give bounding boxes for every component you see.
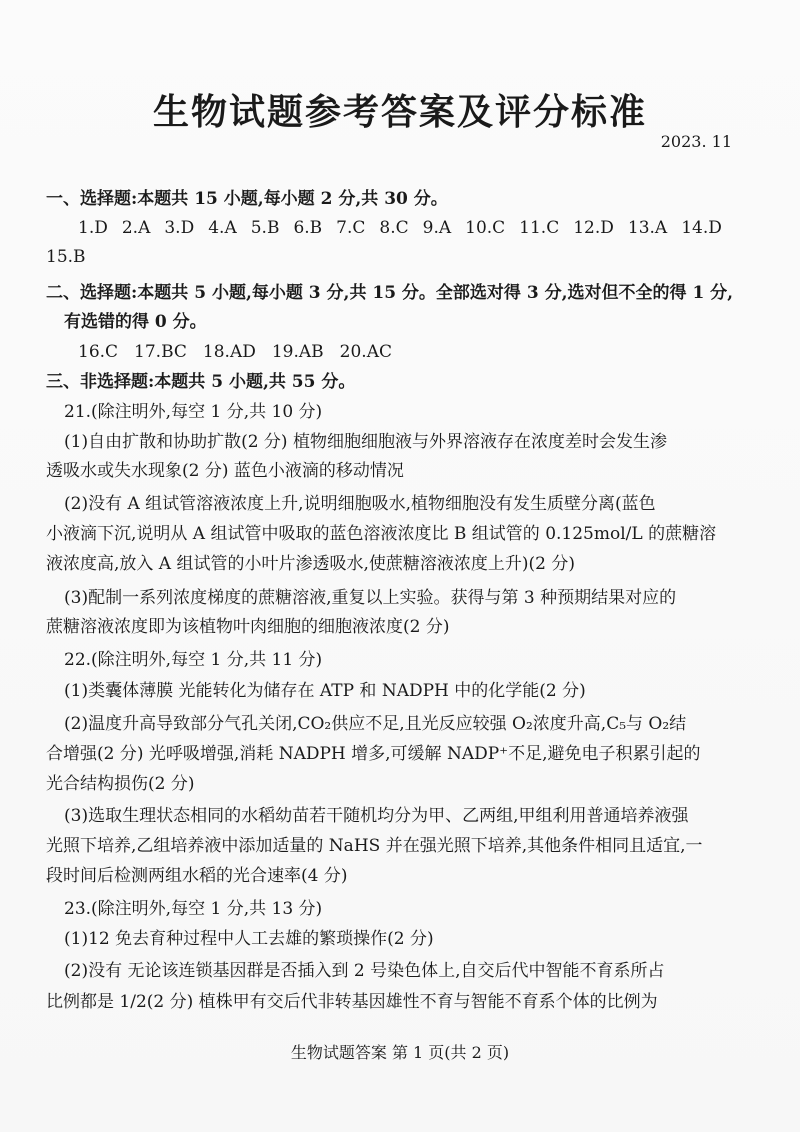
- q22-line: (1)类囊体薄膜 光能转化为储存在 ATP 和 NADPH 中的化学能(2 分): [64, 681, 586, 701]
- answer-item: 8.C: [379, 218, 409, 238]
- answer-item: 5.B: [250, 218, 280, 238]
- part1-heading: 一、选择题:本题共 15 小题,每小题 2 分,共 30 分。: [46, 189, 448, 209]
- q22-heading: 22.(除注明外,每空 1 分,共 11 分): [64, 650, 323, 670]
- part1-answers: [78, 216, 746, 240]
- answer-item: 11.C: [519, 218, 560, 238]
- q21-line: 透吸水或失水现象(2 分) 蓝色小液滴的移动情况: [46, 461, 404, 481]
- answer-item: 16.C: [78, 342, 119, 362]
- part1-answer-15: 15.B: [46, 247, 86, 267]
- answer-item: 4.A: [208, 218, 237, 238]
- answer-item: 7.C: [336, 218, 366, 238]
- answer-item: 12.D: [573, 218, 614, 238]
- answer-item: 2.A: [121, 218, 151, 238]
- q23-line: (1)12 免去育种过程中人工去雄的繁琐操作(2 分): [64, 929, 434, 949]
- page-title: 生物试题参考答案及评分标准: [152, 92, 647, 133]
- q21-line: (2)没有 A 组试管溶液浓度上升,说明细胞吸水,植物细胞没有发生质壁分离(蓝色: [64, 494, 656, 514]
- answer-item: 13.A: [627, 218, 668, 238]
- answer-item: 1.D: [78, 218, 108, 238]
- q23-line: (2)没有 无论该连锁基因群是否插入到 2 号染色体上,自交后代中智能不育系所占: [64, 961, 665, 981]
- answer-item: 19.AB: [271, 342, 324, 362]
- q22-line: 合增强(2 分) 光呼吸增强,消耗 NADPH 增多,可缓解 NADP⁺不足,避免电子积累引起的: [46, 744, 701, 764]
- answer-item: 6.B: [293, 218, 323, 238]
- q21-line: (3)配制一系列浓度梯度的蔗糖溶液,重复以上实验。获得与第 3 种预期结果对应的: [64, 588, 677, 608]
- part3-heading: 三、非选择题:本题共 5 小题,共 55 分。: [46, 372, 356, 392]
- exam-date: 2023. 11: [660, 132, 732, 151]
- answer-item: 17.BC: [134, 342, 187, 362]
- q21-line: 小液滴下沉,说明从 A 组试管中吸取的蓝色溶液浓度比 B 组试管的 0.125mol/L 的蔗糖溶: [46, 524, 717, 544]
- part2-heading: 二、选择题:本题共 5 小题,每小题 3 分,共 15 分。全部选对得 3 分,选对但不全的得 1 分,: [46, 283, 734, 303]
- part2-answers: [78, 340, 746, 364]
- answer-item: 10.C: [465, 218, 506, 238]
- part2-heading-cont: 有选错的得 0 分。: [64, 312, 207, 332]
- q21-line: (1)自由扩散和协助扩散(2 分) 植物细胞细胞液与外界溶液存在浓度差时会发生渗: [64, 432, 667, 452]
- answer-item: 14.D: [681, 218, 722, 238]
- q22-line: 段时间后检测两组水稻的光合速率(4 分): [46, 866, 348, 886]
- q23-line: 比例都是 1/2(2 分) 植株甲有交后代非转基因雄性不育与智能不育系个体的比例为: [46, 992, 658, 1012]
- q22-line: 光合结构损伤(2 分): [46, 774, 195, 794]
- q21-line: 液浓度高,放入 A 组试管的小叶片渗透吸水,使蔗糖溶液浓度上升)(2 分): [46, 554, 576, 574]
- page-footer: 生物试题答案 第 1 页(共 2 页): [290, 1043, 510, 1062]
- q21-heading: 21.(除注明外,每空 1 分,共 10 分): [64, 402, 323, 422]
- answer-item: 3.D: [164, 218, 195, 238]
- answer-item: 18.AD: [202, 342, 256, 362]
- answer-item: 9.A: [422, 218, 452, 238]
- q22-line: 光照下培养,乙组培养液中添加适量的 NaHS 并在强光照下培养,其他条件相同且适宜,一: [46, 836, 703, 856]
- q22-line: (3)选取生理状态相同的水稻幼苗若干随机均分为甲、乙两组,甲组利用普通培养液强: [64, 806, 689, 826]
- q22-line: (2)温度升高导致部分气孔关闭,CO₂供应不足,且光反应较强 O₂浓度升高,C₅与 O₂结: [64, 714, 687, 734]
- answer-item: 20.AC: [339, 342, 392, 362]
- q23-heading: 23.(除注明外,每空 1 分,共 13 分): [64, 899, 323, 919]
- q21-line: 蔗糖溶液浓度即为该植物叶肉细胞的细胞液浓度(2 分): [46, 617, 450, 637]
